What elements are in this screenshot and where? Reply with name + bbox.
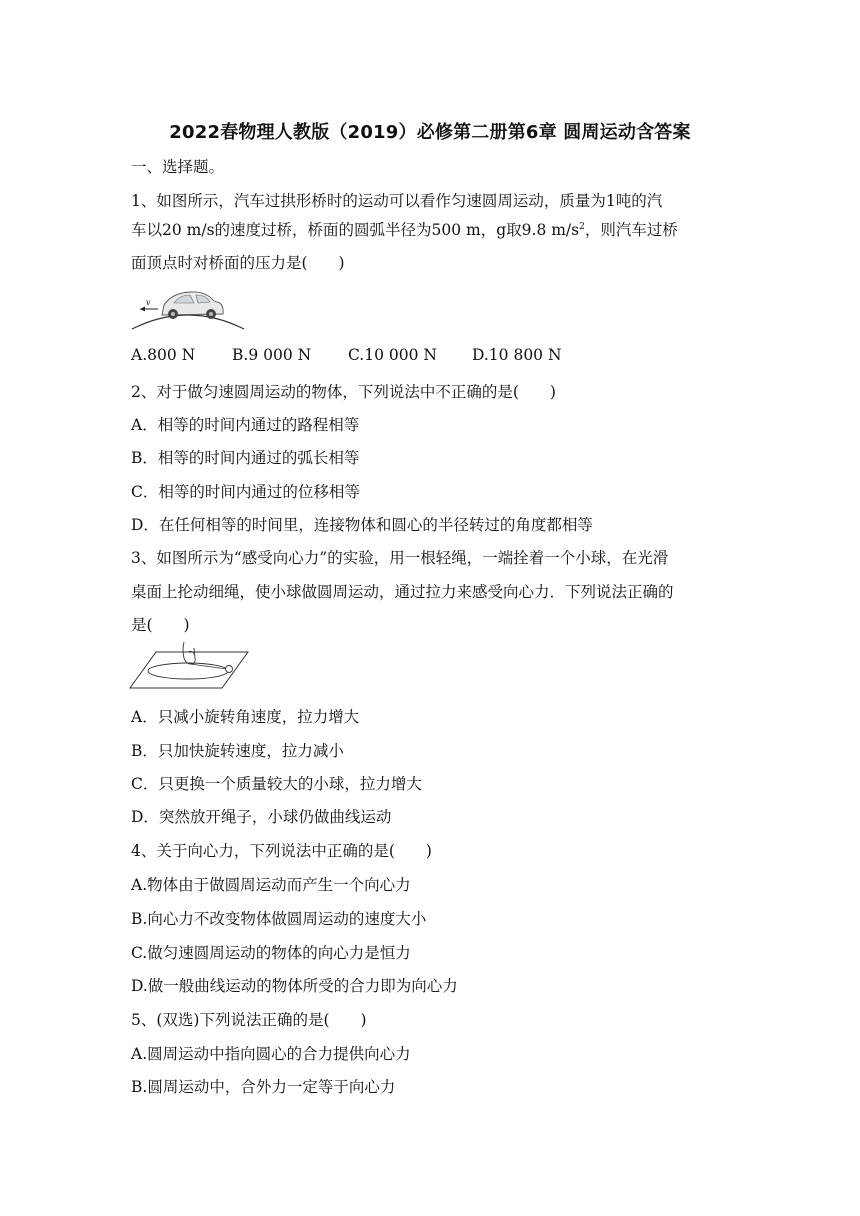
- q3-option-d: D．突然放开绳子，小球仍做曲线运动: [131, 808, 392, 826]
- q1-option-d: D.10 800 N: [472, 346, 562, 364]
- q1-stem-line-1: 1、如图所示，汽车过拱形桥时的运动可以看作匀速圆周运动，质量为1吨的汽: [131, 192, 663, 210]
- ball-path: [148, 663, 228, 679]
- q2-option-a: A．相等的时间内通过的路程相等: [131, 416, 360, 434]
- q1-stem-line-3: 面顶点时对桥面的压力是( ): [131, 254, 345, 272]
- q1-option-c: C.10 000 N: [348, 346, 437, 364]
- car-hub-front: [171, 312, 175, 316]
- q3-option-b: B．只加快旋转速度，拉力减小: [131, 742, 344, 760]
- car-hub-rear: [209, 312, 213, 316]
- q2-stem: 2、对于做匀速圆周运动的物体，下列说法中不正确的是( ): [131, 383, 556, 401]
- velocity-label: v: [146, 298, 151, 307]
- q1-stem-line-2-tail: ，则汽车过桥: [584, 221, 678, 239]
- q1-options: [131, 346, 562, 364]
- q1-exponent: 2: [579, 221, 585, 232]
- q1-stem-line-2-text: 车以20 m/s的速度过桥，桥面的圆弧半径为500 m，g取9.8 m/s: [131, 221, 580, 239]
- q3-option-c: C．只更换一个质量较大的小球，拉力增大: [131, 775, 422, 793]
- document-title: 2022春物理人教版（2019）必修第二册第6章 圆周运动含答案: [169, 122, 691, 143]
- q4-option-c: C.做匀速圆周运动的物体的向心力是恒力: [131, 944, 411, 962]
- ball: [226, 666, 233, 673]
- q4-option-b: B.向心力不改变物体做圆周运动的速度大小: [131, 910, 427, 928]
- q1-option-b: B.9 000 N: [232, 346, 312, 364]
- velocity-arrow-head: [140, 307, 145, 312]
- q3-stem-line-2: 桌面上抡动细绳，使小球做圆周运动，通过拉力来感受向心力．下列说法正确的: [131, 583, 674, 601]
- q2-option-d: D．在任何相等的时间里，连接物体和圆心的半径转过的角度都相等: [131, 516, 593, 534]
- q2-option-c: C．相等的时间内通过的位移相等: [131, 483, 360, 501]
- q5-option-a: A.圆周运动中指向圆心的合力提供向心力: [131, 1045, 411, 1063]
- q3-stem-line-3: 是( ): [131, 616, 190, 634]
- section-heading: 一、选择题。: [131, 158, 225, 176]
- q3-option-a: A．只减小旋转角速度，拉力增大: [131, 708, 360, 726]
- q3-stem-line-1: 3、如图所示为“感受向心力”的实验，用一根轻绳，一端拴着一个小球，在光滑: [131, 549, 669, 567]
- q5-option-b: B.圆周运动中，合外力一定等于向心力: [131, 1078, 396, 1096]
- q1-figure-car-on-bridge: [128, 283, 248, 335]
- q2-option-b: B．相等的时间内通过的弧长相等: [131, 449, 360, 467]
- q3-figure-rope-ball: [128, 640, 252, 692]
- q5-stem: 5、(双选)下列说法正确的是( ): [131, 1011, 367, 1029]
- q4-option-a: A.物体由于做圆周运动而产生一个向心力: [131, 876, 411, 894]
- q1-option-a: A.800 N: [131, 346, 196, 364]
- q1-stem-line-2: [131, 218, 678, 240]
- q4-stem: 4、关于向心力，下列说法中正确的是( ): [131, 842, 432, 860]
- bridge-arc: [132, 315, 244, 329]
- q4-option-d: D.做一般曲线运动的物体所受的合力即为向心力: [131, 977, 458, 995]
